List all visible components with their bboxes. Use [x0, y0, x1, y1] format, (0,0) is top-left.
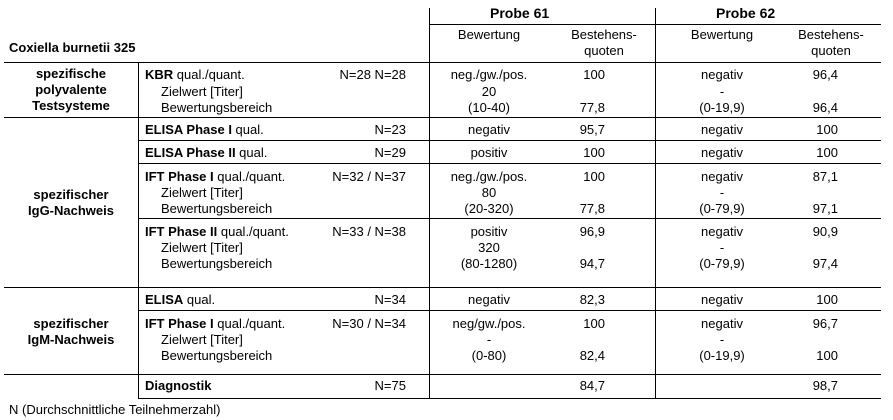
- hline-group1-bottom: [4, 117, 881, 118]
- table-cell-quote-62: 97,1: [812, 201, 838, 216]
- test-name-bold: ELISA Phase II: [145, 145, 236, 160]
- table-cell-quote-61: 100: [583, 67, 605, 82]
- table-cell-quote-62: 87,1: [812, 169, 838, 184]
- table-cell-bewertung-61: (80-1280): [460, 256, 518, 271]
- table-cell-subtest: Bewertungsbereich: [161, 201, 273, 216]
- test-name-rest: qual./quant.: [213, 316, 286, 331]
- test-name-rest: qual.: [231, 122, 264, 137]
- table-cell-subtest: Bewertungsbereich: [161, 100, 273, 115]
- group-igm-label: [6, 316, 136, 348]
- table-cell-quote-62: 90,9: [812, 224, 838, 239]
- table-cell-bewertung-62: -: [719, 240, 725, 255]
- test-name-rest: qual.: [183, 292, 216, 307]
- table-cell-bewertung-61: positiv: [470, 224, 508, 239]
- table-cell-bewertung-62: -: [719, 84, 725, 99]
- probe-61-header: Probe 61: [490, 5, 550, 21]
- table-cell-quote-62: 97,4: [812, 256, 838, 271]
- bestehens-62-header-2: quoten: [811, 43, 851, 58]
- table-cell-quote-61: 77,8: [579, 100, 605, 115]
- table-cell-bewertung-62: (0-19,9): [699, 100, 745, 115]
- test-name-bold: Diagnostik: [145, 378, 212, 393]
- table-cell-quote-62: 100: [816, 122, 838, 137]
- table-cell-subtest: Zielwert [Titer]: [161, 185, 243, 200]
- table-cell-n: N=33 / N=38: [332, 224, 406, 239]
- table-cell-quote-62: 96,4: [812, 100, 838, 115]
- table-cell-bewertung-62: negativ: [701, 224, 743, 239]
- table-cell-test: [145, 145, 267, 160]
- table-cell-bewertung-61: neg./gw./pos.: [450, 169, 528, 184]
- test-name-rest: qual./quant.: [217, 224, 289, 239]
- table-cell-bewertung-62: negativ: [701, 67, 743, 82]
- table-cell-n: N=30 / N=34: [332, 316, 406, 331]
- test-name-bold: IFT Phase I: [145, 169, 214, 184]
- table-cell-quote-61: 95,7: [579, 122, 605, 137]
- table-cell-n: N=28 N=28: [339, 67, 406, 82]
- probe-62-header: Probe 62: [716, 5, 776, 21]
- table-cell-quote-61: 100: [583, 169, 605, 184]
- table-cell-quote-61: 77,8: [579, 201, 605, 216]
- table-cell-test: [145, 122, 264, 137]
- table-cell-quote-62: 100: [816, 145, 838, 160]
- table-cell-quote-61: 82,3: [579, 292, 605, 307]
- table-cell-bewertung-62: -: [719, 332, 725, 347]
- table-cell-subtest: Bewertungsbereich: [161, 256, 273, 271]
- hline-group2-bottom: [4, 287, 881, 288]
- bewertung-62-header: Bewertung: [690, 27, 754, 42]
- table-cell-subtest: Zielwert [Titer]: [161, 332, 243, 347]
- test-name-rest: qual./quant.: [173, 67, 245, 82]
- table-cell-bewertung-61: -: [486, 332, 492, 347]
- test-name-bold: IFT Phase I: [145, 316, 214, 331]
- table-cell-subtest: Zielwert [Titer]: [161, 84, 243, 99]
- group-igg-label: [6, 187, 136, 219]
- footnote: N (Durchschnittliche Teilnehmerzahl): [9, 402, 221, 417]
- table-cell-bewertung-61: positiv: [470, 145, 508, 160]
- table-cell-test: [145, 378, 211, 393]
- bestehens-62-header-1: Bestehens-: [798, 27, 864, 42]
- table-cell-test: [145, 224, 289, 239]
- table-cell-subtest: Bewertungsbereich: [161, 348, 273, 363]
- table-cell-bewertung-62: negativ: [701, 292, 743, 307]
- table-cell-quote-61: 96,9: [579, 224, 605, 239]
- hline-group3-bottom: [4, 374, 881, 375]
- group-polyvalent-line-1: spezifische: [35, 66, 107, 81]
- table-cell-bewertung-62: negativ: [701, 122, 743, 137]
- table-cell-test: [145, 292, 215, 307]
- table-cell-bewertung-62: negativ: [701, 316, 743, 331]
- test-name-bold: KBR: [145, 67, 174, 82]
- table-cell-bewertung-61: 80: [481, 185, 497, 200]
- table-cell-quote-61: 84,7: [579, 378, 605, 393]
- table-cell-n: N=23: [374, 122, 406, 137]
- table-cell-quote-61: 94,7: [579, 256, 605, 271]
- table-cell-n: N=34: [374, 292, 406, 307]
- table-cell-bewertung-61: 20: [481, 84, 497, 99]
- table-cell-bewertung-61: (20-320): [464, 201, 514, 216]
- table-cell-bewertung-62: negativ: [701, 145, 743, 160]
- table-cell-quote-62: 96,7: [812, 316, 838, 331]
- group-igm-line-1: spezifischer: [33, 316, 109, 331]
- table-cell-bewertung-61: (10-40): [468, 100, 510, 115]
- table-cell-quote-62: 98,7: [812, 378, 838, 393]
- table-cell-n: N=32 / N=37: [332, 169, 406, 184]
- table-cell-quote-61: 100: [583, 145, 605, 160]
- table-cell-n: N=75: [374, 378, 406, 393]
- table-cell-quote-62: 100: [816, 348, 838, 363]
- test-name-rest: qual.: [235, 145, 268, 160]
- hline-table-bottom: [138, 398, 881, 399]
- bestehens-61-header-2: quoten: [584, 43, 624, 58]
- group-igg-line-1: spezifischer: [33, 187, 109, 202]
- group-igm-line-2: IgM-Nachweis: [27, 332, 115, 347]
- table-cell-quote-62: 96,4: [812, 67, 838, 82]
- table-cell-bewertung-62: negativ: [701, 169, 743, 184]
- group-igg-line-2: IgG-Nachweis: [28, 203, 114, 218]
- table-cell-bewertung-62: (0-19,9): [699, 348, 745, 363]
- table-cell-test: [145, 316, 285, 331]
- test-name-bold: ELISA Phase I: [145, 122, 232, 137]
- hline-elisa-igm-bottom: [138, 310, 881, 311]
- table-cell-bewertung-61: negativ: [468, 122, 510, 137]
- group-polyvalent-label: [6, 66, 136, 114]
- hline-ift1-bottom: [138, 218, 881, 219]
- test-name-bold: IFT Phase II: [145, 224, 218, 239]
- table-cell-bewertung-61: neg/gw./pos.: [452, 316, 526, 331]
- table-cell-quote-62: 100: [816, 292, 838, 307]
- bestehens-61-header-1: Bestehens-: [571, 27, 637, 42]
- table-cell-bewertung-61: neg./gw./pos.: [450, 67, 528, 82]
- organism-title: Coxiella burnetii 325: [9, 40, 136, 55]
- table-cell-bewertung-61: negativ: [468, 292, 510, 307]
- group-polyvalent-line-3: Testsysteme: [32, 98, 110, 113]
- table-cell-bewertung-61: 320: [478, 240, 500, 255]
- table-cell-bewertung-62: (0-79,9): [699, 201, 745, 216]
- table-cell-quote-61: 82,4: [579, 348, 605, 363]
- table-cell-test: [145, 67, 245, 82]
- table-cell-n: N=29: [374, 145, 406, 160]
- vline-probe62-left: [655, 8, 656, 398]
- table-cell-bewertung-61: (0-80): [471, 348, 507, 363]
- hline-elisa1-bottom: [138, 140, 881, 141]
- table-cell-bewertung-62: (0-79,9): [699, 256, 745, 271]
- table-cell-subtest: Zielwert [Titer]: [161, 240, 243, 255]
- vline-test-left: [138, 63, 139, 398]
- group-polyvalent-line-2: polyvalente: [35, 82, 107, 97]
- table-cell-test: [145, 169, 285, 184]
- test-name-rest: qual./quant.: [213, 169, 286, 184]
- hline-probe-sub: [429, 24, 881, 25]
- table-cell-quote-61: 100: [583, 316, 605, 331]
- hline-elisa2-bottom: [138, 163, 881, 164]
- test-name-bold: ELISA: [145, 292, 184, 307]
- hline-header-bottom: [4, 62, 881, 63]
- table-cell-bewertung-62: -: [719, 185, 725, 200]
- bewertung-61-header: Bewertung: [457, 27, 521, 42]
